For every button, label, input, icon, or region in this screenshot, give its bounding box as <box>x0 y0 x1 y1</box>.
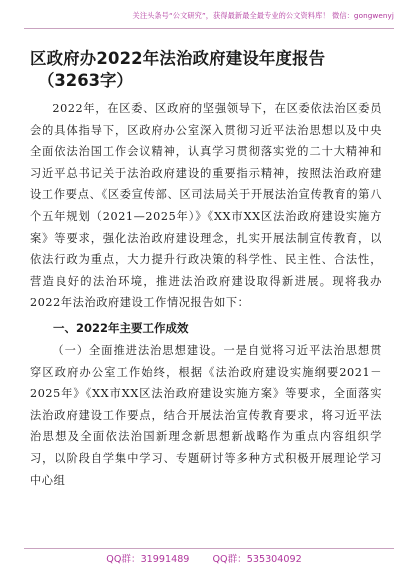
intro-paragraph: 2022年，在区委、区政府的坚强领导下，在区委依法治区委员会的具体指导下，区政府办公室深入贯彻习近平法治思想以及中央全面依法治国工作会议精神，认真学习贯彻落实党的二十大精神和习近平总书记关于法治政府建设的重要指示精神，按照法治政府建设工作要点、《区委宣传部、区司法局关于开展法治宣传教育的第八个五年规划（2021—2025年）》《XX市XX区法治政府建设实施方案》等要求，强化法治政府建设理念，扎实开展法制宣传教育，以依法行政为重点，大力提升行政决策的科学性、民主性、合法性，营造良好的法治环境，推进法治政府建设取得新进展。现将我办2022年法治政府建设工作情况报告如下： <box>30 102 382 310</box>
footer-qq-group-2: QQ群：535304092 <box>212 554 302 565</box>
document-title: 区政府办2022年法治政府建设年度报告 <box>30 49 326 68</box>
document-word-count: （3263字） <box>38 71 133 90</box>
page-footer <box>0 551 408 565</box>
document-body <box>30 48 382 491</box>
section-heading: 一、2022年主要工作成效 <box>53 320 189 335</box>
section-paragraph: （一）全面推进法治思想建设。一是自觉将习近平法治思想贯穿区政府办公室工作始终，根据《法治政府建设实施纲要2021－2025年》《XX市XX区法治政府建设实施方案》等要求，全面落实法治政府建设工作要点，结合开展法治宣传教育要求，将习近平法治思想及全面依法治国新理念新思想新战略作为重点内容组织学习，以阶段自学集中学习、专题研讨等多种方式积极开展理论学习中心组 <box>30 343 382 487</box>
header-promo-note: 关注头条号“公文研究”，获得最新最全最专业的公文资料库！ 微信：gongwenyj <box>132 11 394 20</box>
footer-qq-group-1: QQ群：31991489 <box>106 554 190 565</box>
page-header <box>0 0 408 40</box>
footer-divider <box>24 548 394 549</box>
header-divider <box>24 28 394 29</box>
